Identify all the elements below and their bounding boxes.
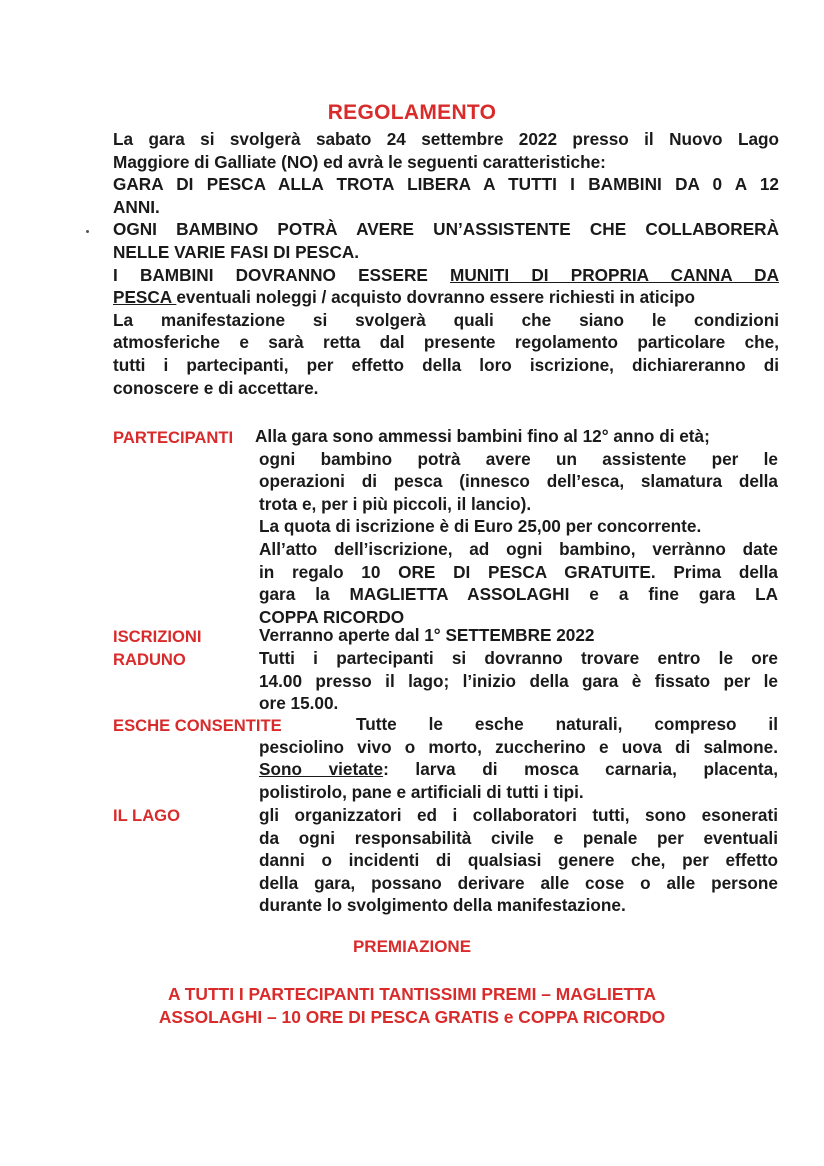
section-line: polistirolo, pane e artificiali di tutti i tipi.: [259, 781, 584, 802]
section-line: da ogni responsabilità civile e penale per eventuali: [259, 827, 778, 848]
footer-line: ASSOLAGHI – 10 ORE DI PESCA GRATIS e COPPA RICORDO: [158, 1006, 666, 1027]
section-line: La quota di iscrizione è di Euro 25,00 per concorrente.: [259, 516, 702, 537]
lago-section: [259, 804, 778, 917]
intro-line: OGNI BAMBINO POTRÀ AVERE UN’ASSISTENTE CHE COLLABORERÀ: [113, 219, 779, 240]
intro-line: atmosferiche e sarà retta dal presente regolamento particolare che,: [113, 332, 779, 353]
section-line: Tutte le esche naturali, compreso il: [356, 714, 778, 734]
section-line: COPPA RICORDO: [259, 606, 405, 627]
intro-line-mixed: [113, 264, 779, 287]
section-line: pesciolino vivo o morto, zuccherino e uova di salmone.: [259, 736, 778, 757]
footer-line: A TUTTI I PARTECIPANTI TANTISSIMI PREMI – MAGLIETTA: [168, 984, 656, 1004]
underlined-text: PESCA: [113, 287, 177, 308]
section-line: ore 15.00.: [259, 693, 339, 714]
intro-line: GARA DI PESCA ALLA TROTA LIBERA A TUTTI I BAMBINI DA 0 A 12: [113, 174, 779, 195]
underlined-text: Sono vietate: [259, 759, 384, 780]
intro-line: tutti i partecipanti, per effetto della loro iscrizione, dichiareranno di: [113, 354, 779, 375]
raduno-section: [259, 647, 778, 715]
premiazione-heading: PREMIAZIONE: [352, 937, 472, 956]
intro-line: NELLE VARIE FASI DI PESCA.: [113, 241, 360, 262]
stray-dot: [86, 230, 89, 233]
section-text: : larva di mosca carnaria, placenta,: [383, 759, 778, 780]
prizes-footer: [0, 983, 824, 1028]
partecipanti-section: [255, 425, 778, 628]
intro-text: I BAMBINI DOVRANNO ESSERE: [113, 264, 450, 285]
label-raduno: RADUNO: [113, 650, 186, 669]
section-line: gara la MAGLIETTA ASSOLAGHI e a fine gara LA: [259, 584, 778, 605]
underlined-text: MUNITI DI PROPRIA CANNA DA: [450, 264, 779, 285]
intro-line: conoscere e di accettare.: [113, 377, 319, 398]
section-line: danni o incidenti di qualsiasi genere che, per effetto: [259, 850, 778, 871]
section-line-mixed: [259, 758, 778, 781]
intro-line: La manifestazione si svolgerà quali che siano le condizioni: [113, 309, 779, 330]
label-iscrizioni: ISCRIZIONI: [113, 627, 202, 646]
label-lago: IL LAGO: [113, 806, 180, 825]
section-line: in regalo 10 ORE DI PESCA GRATUITE. Prima della: [259, 561, 778, 582]
section-line: ogni bambino potrà avere un assistente per le: [259, 448, 778, 469]
section-line: Tutti i partecipanti si dovranno trovare entro le ore: [259, 648, 778, 668]
esche-section: [259, 713, 778, 803]
section-line: Verranno aperte dal 1° SETTEMBRE 2022: [259, 625, 595, 645]
section-line: 14.00 presso il lago; l’inizio della gara è fissato per le: [259, 670, 778, 691]
intro-line: Maggiore di Galliate (NO) ed avrà le seguenti caratteristiche:: [113, 151, 606, 172]
section-line: gli organizzatori ed i collaboratori tutti, sono esonerati: [259, 805, 778, 825]
intro-line: ANNI.: [113, 196, 160, 217]
intro-line: La gara si svolgerà sabato 24 settembre 2022 presso il Nuovo Lago: [113, 129, 779, 149]
section-line: Alla gara sono ammessi bambini fino al 12° anno di età;: [255, 426, 710, 446]
iscrizioni-section: [259, 624, 778, 647]
section-line: operazioni di pesca (innesco dell’esca, slamatura della: [259, 471, 778, 492]
section-line: trota e, per i più piccoli, il lancio).: [259, 493, 532, 514]
intro-line-mixed: [113, 286, 779, 309]
section-line: All’atto dell’iscrizione, ad ogni bambino, verrànno date: [259, 538, 778, 559]
label-partecipanti: PARTECIPANTI: [113, 428, 234, 447]
section-line: della gara, possano derivare alle cose o alle persone: [259, 872, 778, 893]
intro-section: [113, 128, 779, 399]
page-title: REGOLAMENTO: [327, 101, 497, 124]
section-line: durante lo svolgimento della manifestazione.: [259, 895, 626, 916]
intro-text: eventuali noleggi / acquisto dovranno essere richiesti in aticipo: [176, 287, 695, 308]
label-esche: ESCHE CONSENTITE: [113, 716, 282, 735]
